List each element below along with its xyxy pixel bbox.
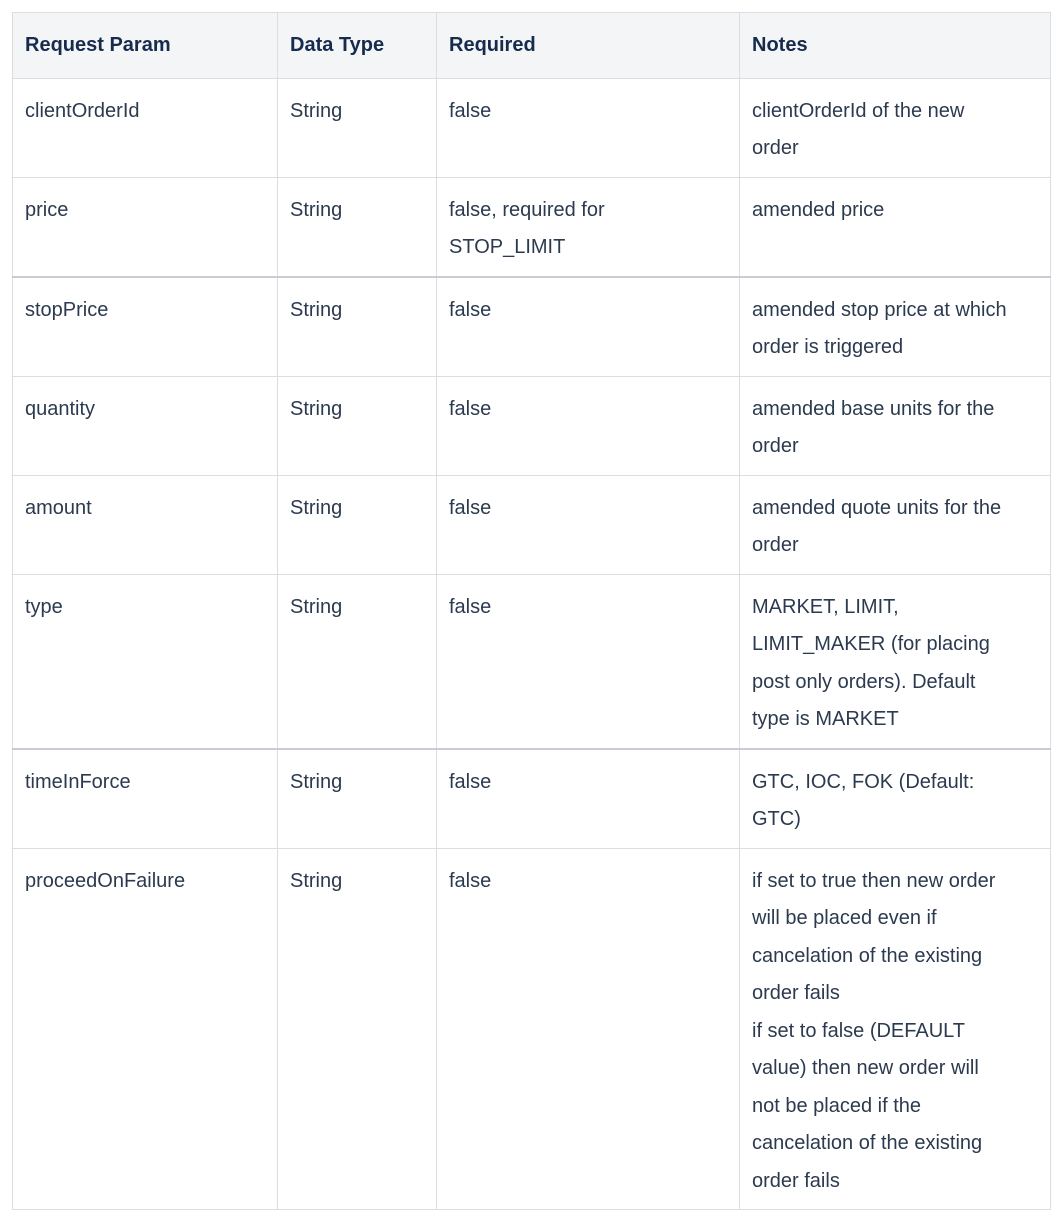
- cell-notes: [740, 574, 1051, 749]
- cell-notes-line: order: [752, 137, 799, 159]
- cell-request-param: amount: [13, 475, 278, 574]
- cell-notes-line: amended price: [752, 198, 885, 221]
- cell-data-type: String: [278, 277, 437, 377]
- cell-notes: [740, 177, 1051, 277]
- table-row: [13, 376, 1051, 475]
- cell-request-param: price: [13, 177, 278, 277]
- cell-notes-line: if set to false (DEFAULT: [752, 1019, 966, 1042]
- header-request-param: Request Param: [13, 13, 278, 79]
- cell-required: [437, 177, 740, 277]
- cell-data-type: String: [278, 475, 437, 574]
- cell-data-type: String: [278, 749, 437, 849]
- cell-request-param: clientOrderId: [13, 78, 278, 177]
- cell-notes-line: GTC): [752, 808, 801, 830]
- table-row: [13, 749, 1051, 849]
- cell-required: [437, 749, 740, 849]
- table-row: [13, 574, 1051, 749]
- cell-required-line: false, required for: [449, 198, 605, 221]
- table-row: [13, 78, 1051, 177]
- cell-data-type: String: [278, 848, 437, 1210]
- cell-required-line: false: [449, 869, 492, 892]
- cell-request-param: type: [13, 574, 278, 749]
- cell-notes-line: order fails: [752, 1169, 840, 1192]
- cell-notes-line: order: [752, 534, 799, 556]
- header-required: Required: [437, 13, 740, 79]
- cell-notes-line: cancelation of the existing: [752, 1132, 983, 1154]
- cell-required-line: false: [449, 770, 492, 793]
- cell-notes-line: MARKET, LIMIT,: [752, 595, 899, 618]
- table-row: [13, 277, 1051, 377]
- cell-data-type: String: [278, 177, 437, 277]
- table-row: [13, 475, 1051, 574]
- cell-data-type: String: [278, 78, 437, 177]
- table-row: [13, 848, 1051, 1210]
- cell-notes-line: clientOrderId of the new: [752, 99, 965, 122]
- cell-notes: [740, 376, 1051, 475]
- cell-required-line: STOP_LIMIT: [449, 236, 566, 258]
- cell-notes: [740, 277, 1051, 377]
- cell-notes-line: post only orders). Default: [752, 670, 976, 693]
- cell-request-param: timeInForce: [13, 749, 278, 849]
- cell-required: [437, 475, 740, 574]
- cell-notes-line: GTC, IOC, FOK (Default:: [752, 770, 975, 793]
- cell-notes-line: if set to true then new order: [752, 869, 996, 892]
- cell-request-param: proceedOnFailure: [13, 848, 278, 1210]
- cell-notes-line: not be placed if the: [752, 1094, 922, 1117]
- cell-notes-line: amended stop price at which: [752, 298, 1007, 321]
- cell-required: [437, 376, 740, 475]
- cell-notes-line: amended base units for the: [752, 397, 995, 420]
- request-params-table-wrapper: [12, 12, 1050, 1210]
- cell-required-line: false: [449, 298, 492, 321]
- cell-notes-line: amended quote units for the: [752, 496, 1002, 519]
- cell-data-type: String: [278, 376, 437, 475]
- cell-notes: [740, 749, 1051, 849]
- cell-notes-line: cancelation of the existing: [752, 944, 983, 967]
- cell-notes-line: order fails: [752, 982, 840, 1004]
- table-header: [13, 13, 1051, 79]
- cell-notes-line: order is triggered: [752, 336, 904, 358]
- cell-required: [437, 78, 740, 177]
- cell-notes-line: order: [752, 435, 799, 457]
- table-body: [13, 78, 1051, 1210]
- cell-required-line: false: [449, 99, 492, 122]
- header-row: [13, 13, 1051, 79]
- cell-notes-line: LIMIT_MAKER (for placing: [752, 633, 990, 655]
- header-data-type: Data Type: [278, 13, 437, 79]
- header-notes: Notes: [740, 13, 1051, 79]
- request-params-table: [12, 12, 1051, 1210]
- cell-required: [437, 574, 740, 749]
- cell-required: [437, 277, 740, 377]
- cell-request-param: quantity: [13, 376, 278, 475]
- cell-request-param: stopPrice: [13, 277, 278, 377]
- cell-notes-line: will be placed even if: [752, 907, 937, 929]
- cell-required-line: false: [449, 496, 492, 519]
- cell-notes: [740, 475, 1051, 574]
- cell-data-type: String: [278, 574, 437, 749]
- cell-notes: [740, 78, 1051, 177]
- cell-required-line: false: [449, 595, 492, 618]
- cell-notes: [740, 848, 1051, 1210]
- cell-notes-line: type is MARKET: [752, 708, 899, 730]
- cell-required-line: false: [449, 397, 492, 420]
- cell-notes-line: value) then new order will: [752, 1057, 979, 1079]
- table-row: [13, 177, 1051, 277]
- cell-required: [437, 848, 740, 1210]
